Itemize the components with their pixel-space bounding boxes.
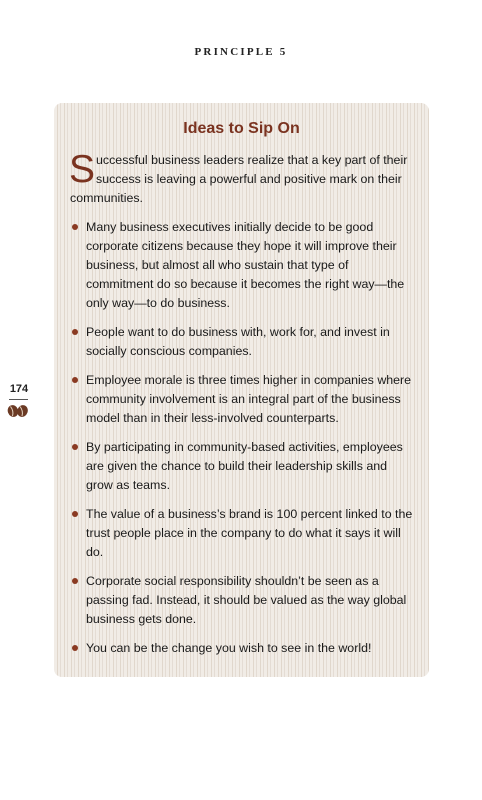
list-item <box>68 505 414 562</box>
bullet-icon <box>72 511 78 517</box>
sidebar-title: Ideas to Sip On <box>183 120 300 137</box>
ideas-sidebar-box <box>54 103 429 677</box>
page-number: 174 <box>9 383 29 395</box>
list-item-text: Many business executives initially decide to be good corporate citizens because they hope it will improve their business, but almost all who sustain that type of commitment do so because it becomes the right way—the only way—to do business. <box>86 220 405 310</box>
list-item-text: You can be the change you wish to see in the world! <box>86 641 372 655</box>
bullet-icon <box>72 377 78 383</box>
list-item-text: Employee morale is three times higher in companies where community involvement is an integral part of the business model than in their less-involved counterparts. <box>86 373 412 425</box>
bullet-icon <box>72 329 78 335</box>
bullet-icon <box>72 444 78 450</box>
list-item <box>68 572 414 629</box>
coffee-beans-icon <box>6 404 30 418</box>
list-item <box>68 639 414 658</box>
ideas-bullet-list <box>68 218 414 668</box>
bullet-icon <box>72 645 78 651</box>
bullet-icon <box>72 578 78 584</box>
drop-cap: S <box>69 148 96 191</box>
intro-text: uccessful business leaders realize that a key part of their success is leaving a powerful and positive mark on their communities. <box>70 153 408 205</box>
intro-paragraph <box>69 148 410 208</box>
list-item-text: Corporate social responsibility shouldn’t be seen as a passing fad. Instead, it should be valued as the way global business gets done. <box>86 574 407 626</box>
bullet-icon <box>72 224 78 230</box>
list-item-text: The value of a business’s brand is 100 percent linked to the trust people place in the company to do what it says it will do. <box>86 507 413 559</box>
list-item <box>68 218 414 313</box>
list-item-text: People want to do business with, work for, and invest in socially conscious companies. <box>86 325 390 358</box>
list-item <box>68 323 414 361</box>
list-item <box>68 438 414 495</box>
list-item-text: By participating in community-based activities, employees are given the chance to build their leadership skills and grow as teams. <box>86 440 403 492</box>
list-item <box>68 371 414 428</box>
page-number-rule <box>9 399 28 400</box>
running-head: PRINCIPLE 5 <box>194 46 288 58</box>
